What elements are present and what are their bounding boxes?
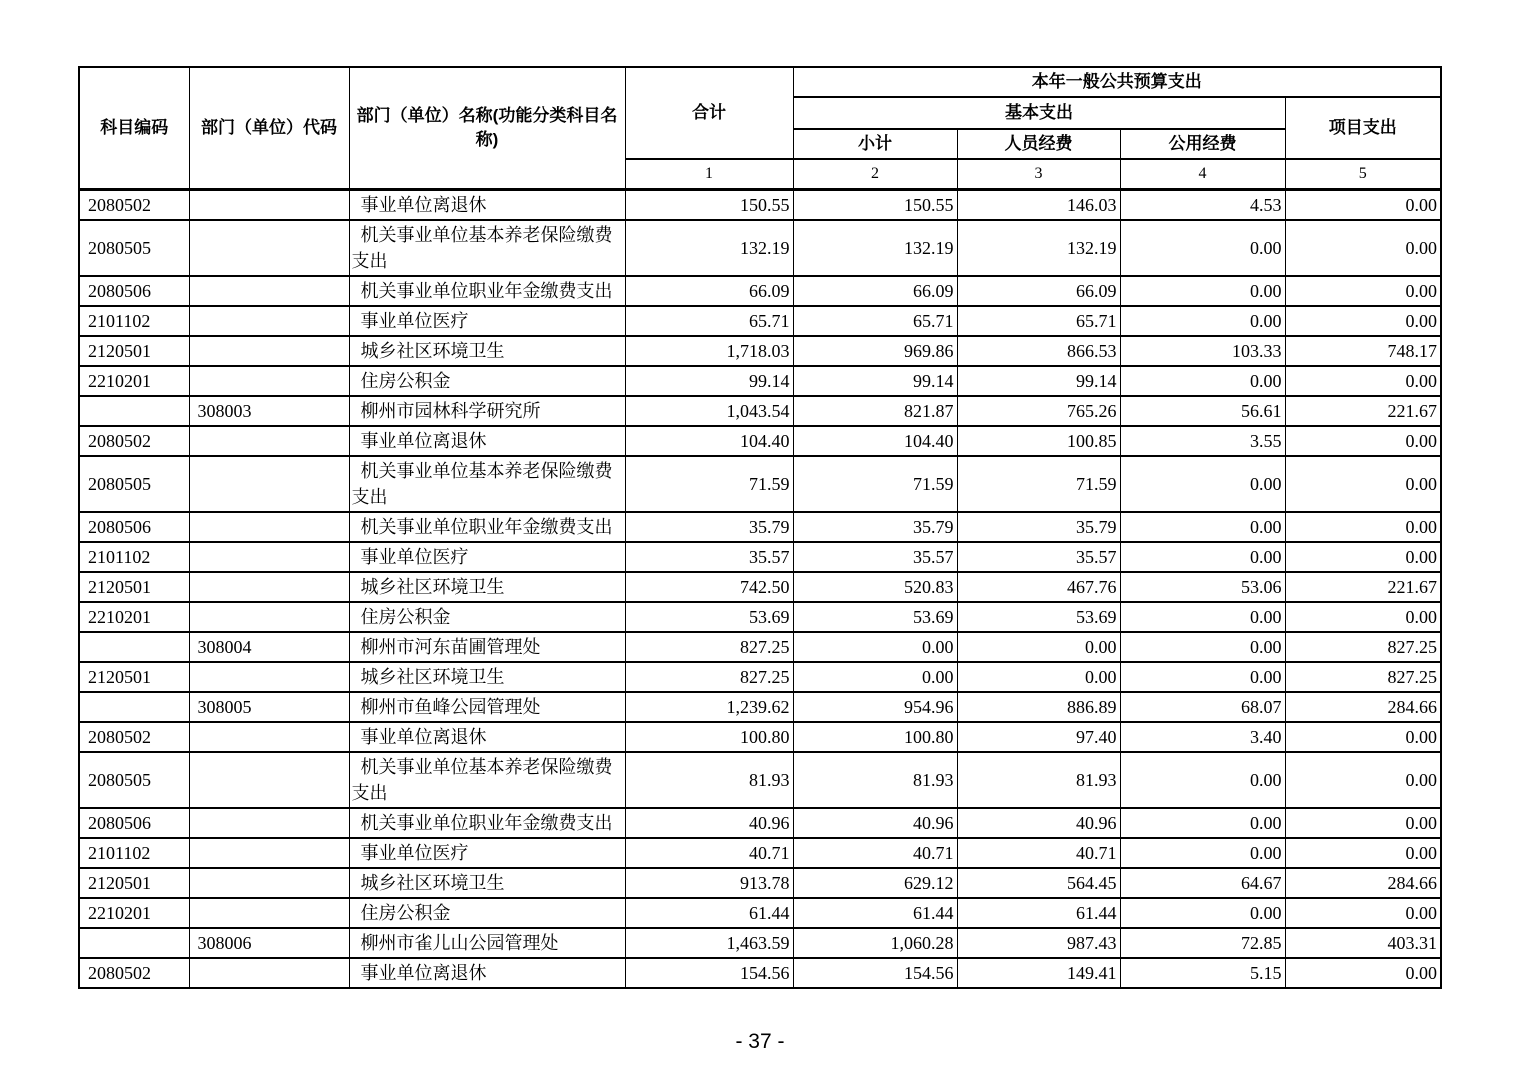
table-body (79, 190, 1441, 989)
subject-code-cell: 2080506 (79, 276, 189, 306)
dept-code-cell (189, 220, 349, 276)
value-cell-1: 1,463.59 (625, 928, 793, 958)
dept-code-cell (189, 276, 349, 306)
dept-code-cell (189, 336, 349, 366)
column-number-4: 4 (1120, 159, 1285, 190)
value-cell-1: 99.14 (625, 366, 793, 396)
value-cell-1: 150.55 (625, 190, 793, 221)
value-cell-3: 0.00 (957, 632, 1120, 662)
dept-code-cell (189, 752, 349, 808)
value-cell-3: 146.03 (957, 190, 1120, 221)
subject-code-cell: 2210201 (79, 898, 189, 928)
table-row (79, 336, 1441, 366)
value-cell-4: 56.61 (1120, 396, 1285, 426)
value-cell-4: 0.00 (1120, 602, 1285, 632)
header-current-year-budget: 本年一般公共预算支出 (793, 67, 1441, 97)
subject-code-cell: 2080506 (79, 512, 189, 542)
subject-code-cell: 2210201 (79, 366, 189, 396)
value-cell-4: 0.00 (1120, 276, 1285, 306)
header-public-funds: 公用经费 (1120, 129, 1285, 159)
value-cell-4: 0.00 (1120, 808, 1285, 838)
value-cell-5: 0.00 (1285, 838, 1441, 868)
value-cell-5: 0.00 (1285, 542, 1441, 572)
dept-name-cell: 机关事业单位职业年金缴费支出 (349, 512, 625, 542)
value-cell-4: 68.07 (1120, 692, 1285, 722)
dept-name-cell: 事业单位离退休 (349, 722, 625, 752)
value-cell-5: 0.00 (1285, 722, 1441, 752)
budget-sheet (78, 66, 1442, 989)
value-cell-2: 100.80 (793, 722, 957, 752)
value-cell-2: 71.59 (793, 456, 957, 512)
value-cell-4: 3.55 (1120, 426, 1285, 456)
dept-code-cell (189, 426, 349, 456)
table-row (79, 692, 1441, 722)
value-cell-4: 0.00 (1120, 512, 1285, 542)
value-cell-3: 866.53 (957, 336, 1120, 366)
value-cell-2: 150.55 (793, 190, 957, 221)
value-cell-3: 97.40 (957, 722, 1120, 752)
header-subtotal: 小计 (793, 129, 957, 159)
value-cell-5: 0.00 (1285, 220, 1441, 276)
value-cell-5: 827.25 (1285, 632, 1441, 662)
dept-name-cell: 事业单位医疗 (349, 542, 625, 572)
table-row (79, 456, 1441, 512)
value-cell-3: 100.85 (957, 426, 1120, 456)
dept-code-cell (189, 602, 349, 632)
value-cell-4: 0.00 (1120, 838, 1285, 868)
subject-code-cell: 2080502 (79, 958, 189, 988)
value-cell-2: 40.71 (793, 838, 957, 868)
value-cell-1: 1,718.03 (625, 336, 793, 366)
dept-name-cell: 事业单位医疗 (349, 838, 625, 868)
dept-name-cell: 事业单位离退休 (349, 190, 625, 221)
value-cell-1: 1,043.54 (625, 396, 793, 426)
dept-name-cell: 城乡社区环境卫生 (349, 868, 625, 898)
dept-name-cell: 住房公积金 (349, 602, 625, 632)
table-row (79, 366, 1441, 396)
value-cell-4: 64.67 (1120, 868, 1285, 898)
table-row (79, 838, 1441, 868)
value-cell-4: 72.85 (1120, 928, 1285, 958)
subject-code-cell: 2101102 (79, 542, 189, 572)
value-cell-1: 71.59 (625, 456, 793, 512)
header-total: 合计 (625, 67, 793, 159)
subject-code-cell: 2210201 (79, 602, 189, 632)
value-cell-5: 0.00 (1285, 898, 1441, 928)
value-cell-4: 0.00 (1120, 898, 1285, 928)
value-cell-3: 987.43 (957, 928, 1120, 958)
value-cell-5: 0.00 (1285, 426, 1441, 456)
header-dept-name: 部门（单位）名称(功能分类科目名称) (349, 67, 625, 190)
subject-code-cell (79, 928, 189, 958)
budget-table (78, 66, 1442, 989)
value-cell-2: 40.96 (793, 808, 957, 838)
value-cell-4: 4.53 (1120, 190, 1285, 221)
value-cell-5: 0.00 (1285, 366, 1441, 396)
dept-code-cell (189, 838, 349, 868)
value-cell-1: 35.57 (625, 542, 793, 572)
value-cell-2: 53.69 (793, 602, 957, 632)
value-cell-3: 35.79 (957, 512, 1120, 542)
subject-code-cell: 2120501 (79, 336, 189, 366)
dept-code-cell (189, 868, 349, 898)
column-number-1: 1 (625, 159, 793, 190)
value-cell-4: 53.06 (1120, 572, 1285, 602)
value-cell-2: 954.96 (793, 692, 957, 722)
dept-code-cell (189, 572, 349, 602)
dept-name-cell: 机关事业单位职业年金缴费支出 (349, 808, 625, 838)
value-cell-1: 66.09 (625, 276, 793, 306)
value-cell-5: 0.00 (1285, 752, 1441, 808)
subject-code-cell (79, 692, 189, 722)
value-cell-4: 0.00 (1120, 220, 1285, 276)
value-cell-4: 0.00 (1120, 366, 1285, 396)
value-cell-1: 742.50 (625, 572, 793, 602)
value-cell-5: 221.67 (1285, 572, 1441, 602)
table-row (79, 928, 1441, 958)
value-cell-2: 61.44 (793, 898, 957, 928)
table-row (79, 662, 1441, 692)
dept-name-cell: 柳州市雀儿山公园管理处 (349, 928, 625, 958)
value-cell-5: 284.66 (1285, 868, 1441, 898)
value-cell-3: 71.59 (957, 456, 1120, 512)
subject-code-cell: 2120501 (79, 662, 189, 692)
value-cell-5: 0.00 (1285, 456, 1441, 512)
value-cell-5: 827.25 (1285, 662, 1441, 692)
value-cell-5: 748.17 (1285, 336, 1441, 366)
table-row (79, 542, 1441, 572)
value-cell-2: 35.57 (793, 542, 957, 572)
dept-name-cell: 事业单位离退休 (349, 958, 625, 988)
dept-code-cell: 308003 (189, 396, 349, 426)
value-cell-3: 40.96 (957, 808, 1120, 838)
table-header (79, 67, 1441, 190)
value-cell-2: 104.40 (793, 426, 957, 456)
value-cell-5: 0.00 (1285, 190, 1441, 221)
value-cell-5: 403.31 (1285, 928, 1441, 958)
value-cell-5: 0.00 (1285, 602, 1441, 632)
subject-code-cell (79, 632, 189, 662)
dept-name-cell: 城乡社区环境卫生 (349, 336, 625, 366)
table-row (79, 868, 1441, 898)
table-row (79, 276, 1441, 306)
header-subject-code: 科目编码 (79, 67, 189, 190)
value-cell-4: 103.33 (1120, 336, 1285, 366)
table-row (79, 426, 1441, 456)
value-cell-3: 81.93 (957, 752, 1120, 808)
header-basic-expenditure: 基本支出 (793, 97, 1285, 129)
dept-code-cell: 308004 (189, 632, 349, 662)
dept-code-cell (189, 958, 349, 988)
table-row (79, 808, 1441, 838)
dept-name-cell: 住房公积金 (349, 366, 625, 396)
value-cell-3: 40.71 (957, 838, 1120, 868)
value-cell-1: 81.93 (625, 752, 793, 808)
value-cell-2: 629.12 (793, 868, 957, 898)
value-cell-4: 3.40 (1120, 722, 1285, 752)
value-cell-1: 1,239.62 (625, 692, 793, 722)
value-cell-5: 0.00 (1285, 808, 1441, 838)
value-cell-3: 467.76 (957, 572, 1120, 602)
value-cell-4: 0.00 (1120, 662, 1285, 692)
subject-code-cell: 2080505 (79, 752, 189, 808)
value-cell-2: 81.93 (793, 752, 957, 808)
value-cell-4: 0.00 (1120, 632, 1285, 662)
value-cell-2: 99.14 (793, 366, 957, 396)
dept-name-cell: 柳州市河东苗圃管理处 (349, 632, 625, 662)
value-cell-1: 53.69 (625, 602, 793, 632)
value-cell-4: 5.15 (1120, 958, 1285, 988)
value-cell-1: 61.44 (625, 898, 793, 928)
value-cell-1: 154.56 (625, 958, 793, 988)
value-cell-2: 66.09 (793, 276, 957, 306)
table-row (79, 572, 1441, 602)
value-cell-5: 0.00 (1285, 958, 1441, 988)
dept-code-cell (189, 190, 349, 221)
dept-code-cell (189, 456, 349, 512)
value-cell-2: 821.87 (793, 396, 957, 426)
value-cell-3: 53.69 (957, 602, 1120, 632)
value-cell-4: 0.00 (1120, 752, 1285, 808)
subject-code-cell: 2080506 (79, 808, 189, 838)
table-row (79, 396, 1441, 426)
value-cell-1: 40.96 (625, 808, 793, 838)
value-cell-3: 564.45 (957, 868, 1120, 898)
value-cell-3: 0.00 (957, 662, 1120, 692)
value-cell-3: 99.14 (957, 366, 1120, 396)
subject-code-cell: 2080502 (79, 190, 189, 221)
table-row (79, 190, 1441, 221)
header-dept-code: 部门（单位）代码 (189, 67, 349, 190)
table-row (79, 898, 1441, 928)
dept-code-cell: 308006 (189, 928, 349, 958)
dept-name-cell: 机关事业单位基本养老保险缴费支出 (349, 752, 625, 808)
dept-code-cell (189, 512, 349, 542)
value-cell-3: 66.09 (957, 276, 1120, 306)
value-cell-5: 284.66 (1285, 692, 1441, 722)
dept-name-cell: 柳州市鱼峰公园管理处 (349, 692, 625, 722)
subject-code-cell: 2101102 (79, 838, 189, 868)
value-cell-5: 0.00 (1285, 306, 1441, 336)
value-cell-2: 154.56 (793, 958, 957, 988)
dept-name-cell: 住房公积金 (349, 898, 625, 928)
table-row (79, 220, 1441, 276)
column-number-2: 2 (793, 159, 957, 190)
subject-code-cell (79, 396, 189, 426)
value-cell-5: 221.67 (1285, 396, 1441, 426)
value-cell-3: 149.41 (957, 958, 1120, 988)
value-cell-1: 827.25 (625, 632, 793, 662)
dept-code-cell (189, 662, 349, 692)
subject-code-cell: 2080502 (79, 426, 189, 456)
value-cell-1: 40.71 (625, 838, 793, 868)
subject-code-cell: 2080505 (79, 220, 189, 276)
column-number-3: 3 (957, 159, 1120, 190)
table-row (79, 958, 1441, 988)
subject-code-cell: 2120501 (79, 868, 189, 898)
value-cell-2: 35.79 (793, 512, 957, 542)
dept-code-cell (189, 898, 349, 928)
dept-name-cell: 柳州市园林科学研究所 (349, 396, 625, 426)
table-row (79, 602, 1441, 632)
value-cell-2: 0.00 (793, 632, 957, 662)
value-cell-3: 65.71 (957, 306, 1120, 336)
value-cell-4: 0.00 (1120, 306, 1285, 336)
value-cell-1: 132.19 (625, 220, 793, 276)
dept-code-cell (189, 306, 349, 336)
value-cell-3: 765.26 (957, 396, 1120, 426)
subject-code-cell: 2080502 (79, 722, 189, 752)
value-cell-1: 100.80 (625, 722, 793, 752)
value-cell-3: 35.57 (957, 542, 1120, 572)
dept-name-cell: 机关事业单位基本养老保险缴费支出 (349, 456, 625, 512)
dept-name-cell: 事业单位离退休 (349, 426, 625, 456)
table-row (79, 632, 1441, 662)
dept-code-cell (189, 808, 349, 838)
value-cell-3: 61.44 (957, 898, 1120, 928)
table-row (79, 306, 1441, 336)
value-cell-3: 132.19 (957, 220, 1120, 276)
value-cell-2: 0.00 (793, 662, 957, 692)
value-cell-2: 969.86 (793, 336, 957, 366)
table-row (79, 512, 1441, 542)
value-cell-4: 0.00 (1120, 456, 1285, 512)
value-cell-2: 132.19 (793, 220, 957, 276)
value-cell-2: 520.83 (793, 572, 957, 602)
header-project-expenditure: 项目支出 (1285, 97, 1441, 159)
page-number: - 37 - (735, 1030, 785, 1053)
value-cell-1: 104.40 (625, 426, 793, 456)
value-cell-5: 0.00 (1285, 512, 1441, 542)
subject-code-cell: 2080505 (79, 456, 189, 512)
dept-name-cell: 机关事业单位职业年金缴费支出 (349, 276, 625, 306)
value-cell-2: 65.71 (793, 306, 957, 336)
column-number-5: 5 (1285, 159, 1441, 190)
dept-code-cell (189, 366, 349, 396)
dept-name-cell: 城乡社区环境卫生 (349, 662, 625, 692)
value-cell-3: 886.89 (957, 692, 1120, 722)
table-row (79, 752, 1441, 808)
dept-code-cell (189, 722, 349, 752)
header-row-1 (79, 67, 1441, 97)
value-cell-1: 65.71 (625, 306, 793, 336)
value-cell-1: 827.25 (625, 662, 793, 692)
dept-name-cell: 机关事业单位基本养老保险缴费支出 (349, 220, 625, 276)
value-cell-5: 0.00 (1285, 276, 1441, 306)
dept-code-cell (189, 542, 349, 572)
value-cell-4: 0.00 (1120, 542, 1285, 572)
value-cell-2: 1,060.28 (793, 928, 957, 958)
dept-name-cell: 城乡社区环境卫生 (349, 572, 625, 602)
header-personnel-funds: 人员经费 (957, 129, 1120, 159)
value-cell-1: 35.79 (625, 512, 793, 542)
dept-name-cell: 事业单位医疗 (349, 306, 625, 336)
value-cell-1: 913.78 (625, 868, 793, 898)
table-row (79, 722, 1441, 752)
subject-code-cell: 2120501 (79, 572, 189, 602)
dept-code-cell: 308005 (189, 692, 349, 722)
subject-code-cell: 2101102 (79, 306, 189, 336)
